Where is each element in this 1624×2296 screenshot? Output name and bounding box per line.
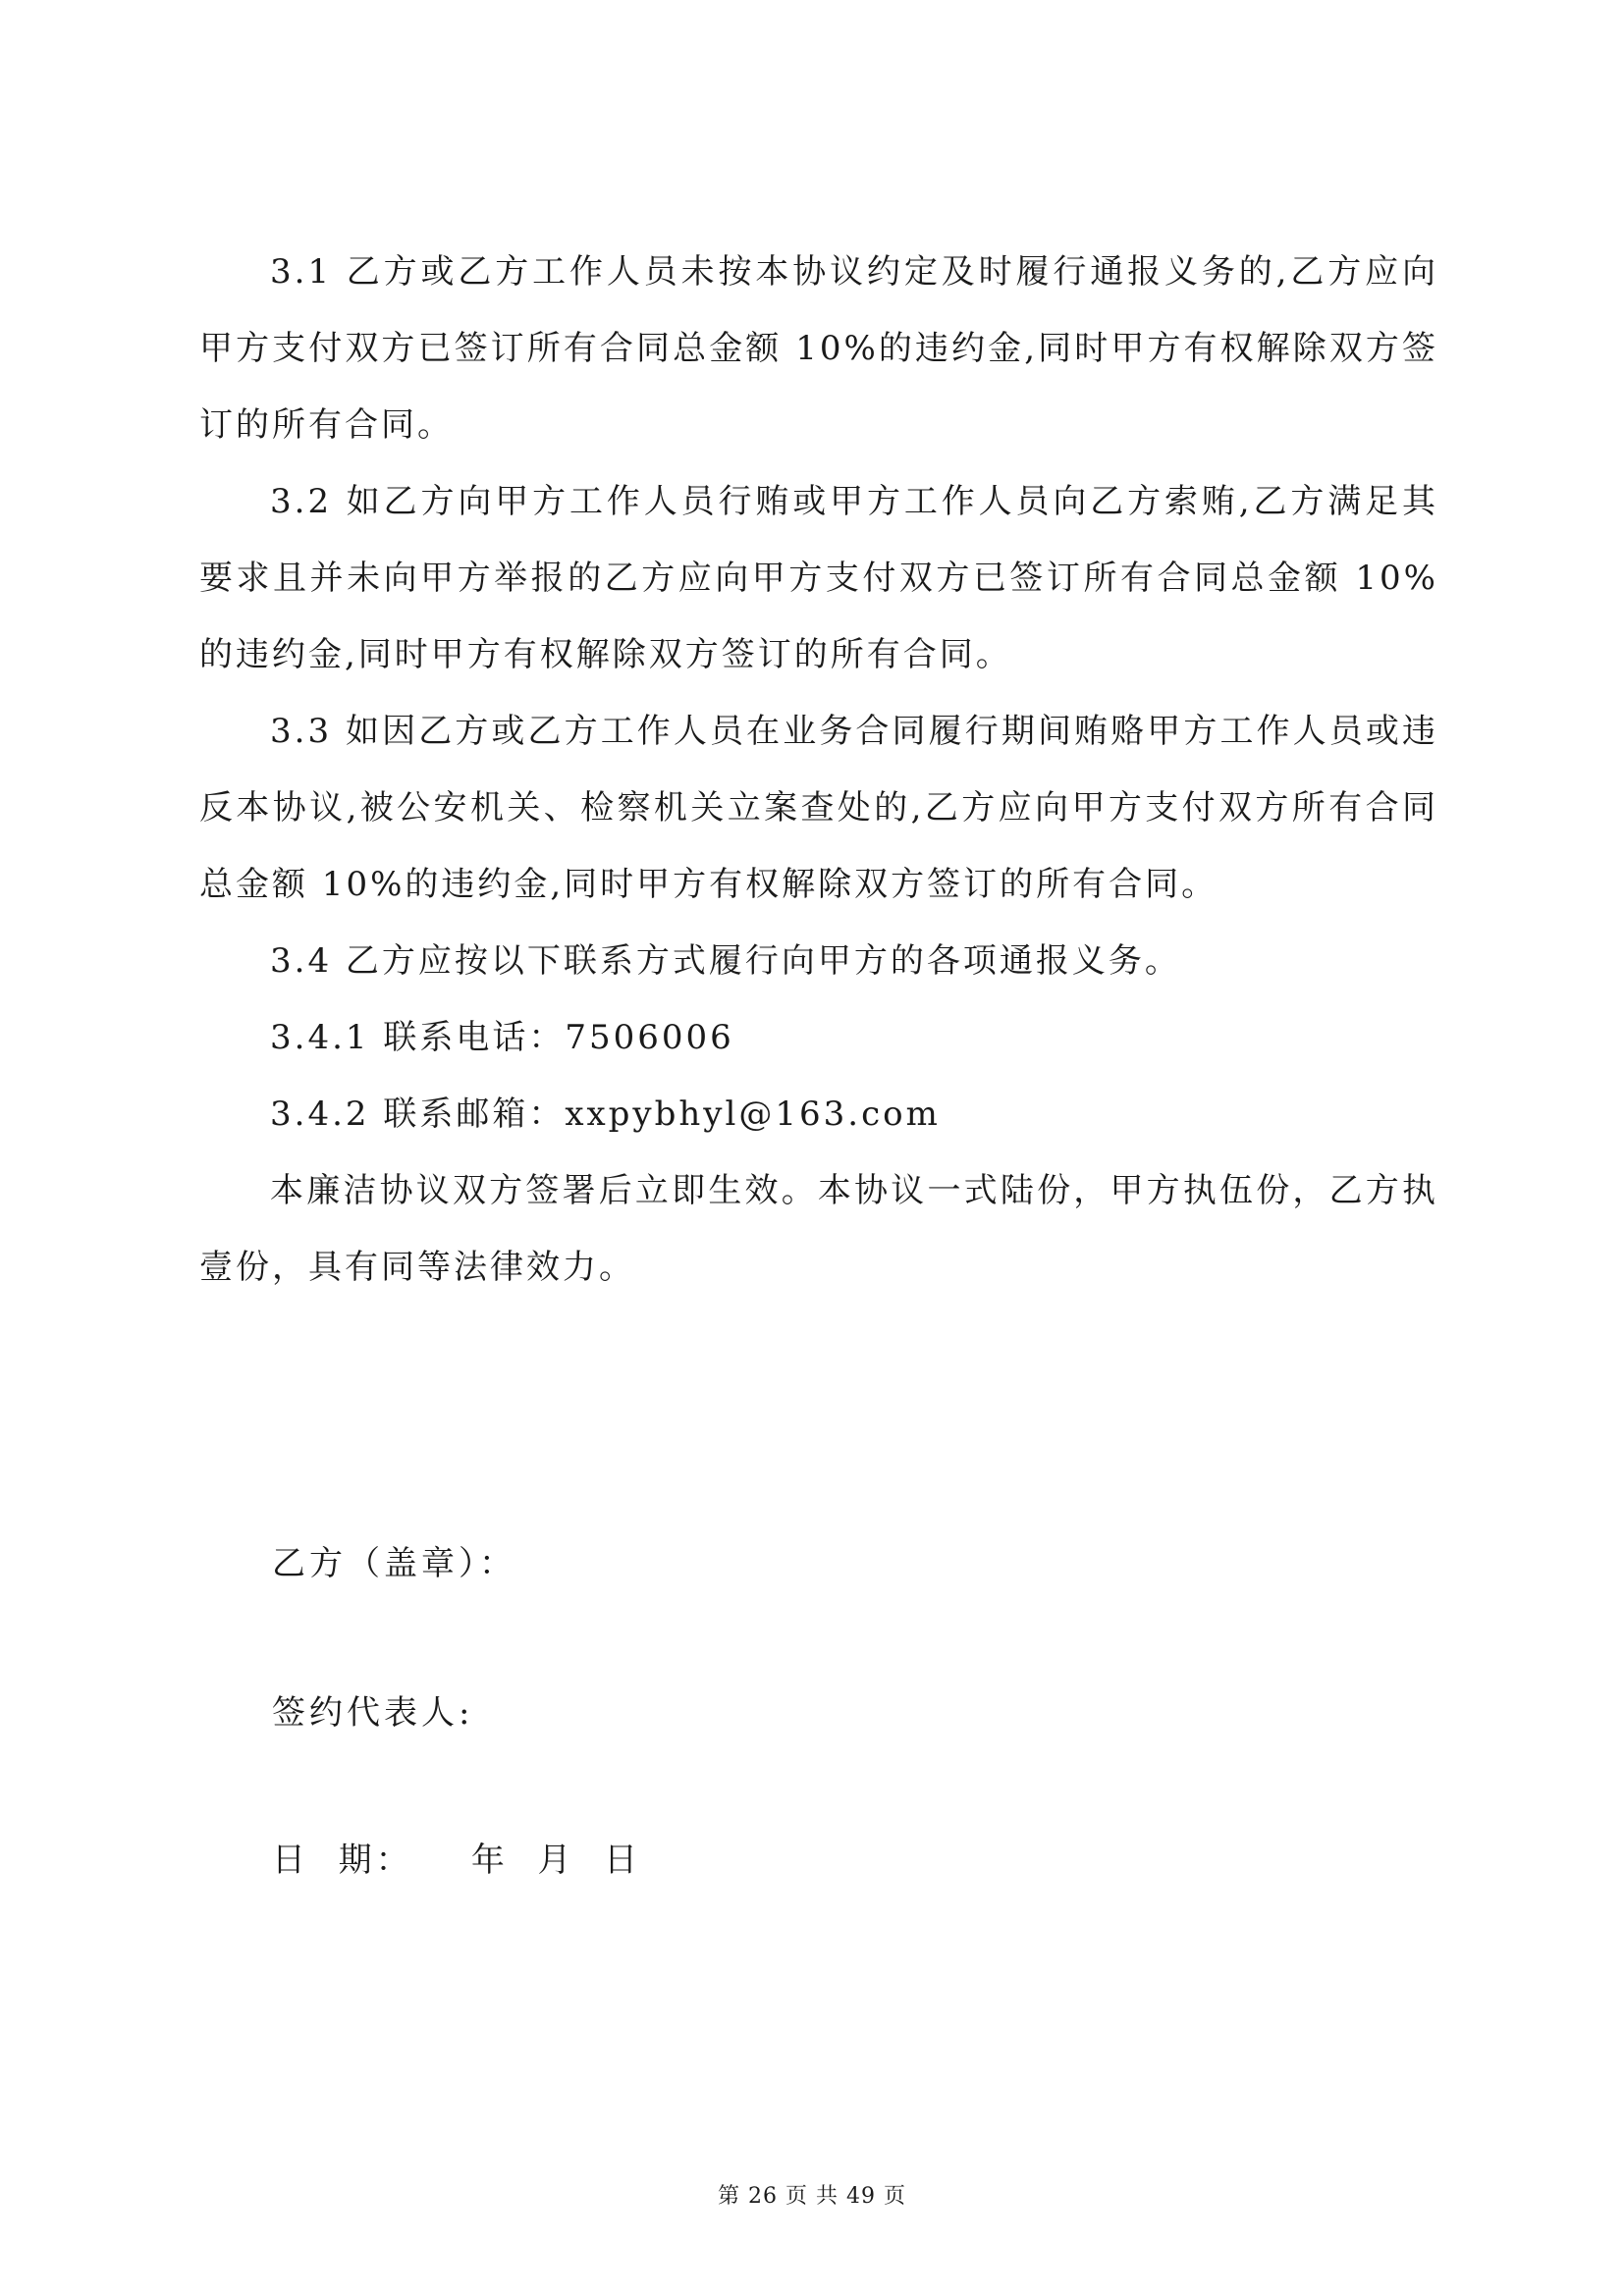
date-label: 日 期： 年 月 日 [272, 1841, 642, 1880]
clause-3-1: 3.1 乙方或乙方工作人员未按本协议约定及时履行通报义务的,乙方应向甲方支付双方已签订所有合同总金额 10%的违约金,同时甲方有权解除双方签订的所有合同。 [199, 252, 1438, 445]
clause-3-3: 3.3 如因乙方或乙方工作人员在业务合同履行期间贿赂甲方工作人员或违反本协议,被公安机关、检察机关立案查处的,乙方应向甲方支付双方所有合同总金额 10%的违约金,同时甲方有权解除双方签订的所有合同。 [199, 712, 1438, 904]
clause-3-4-2-email: 3.4.2 联系邮箱：xxpybhyl@163.com [270, 1095, 941, 1134]
effectiveness-clause: 本廉洁协议双方签署后立即生效。本协议一式陆份，甲方执伍份，乙方执壹份，具有同等法律效力。 [199, 1171, 1438, 1287]
clause-3-2: 3.2 如乙方向甲方工作人员行贿或甲方工作人员向乙方索贿,乙方满足其要求且并未向甲方举报的乙方应向甲方支付双方已签订所有合同总金额 10%的违约金,同时甲方有权解除双方签订的所有合同。 [199, 482, 1438, 674]
party-b-stamp-label: 乙方（盖章）： [272, 1544, 516, 1583]
signing-representative-label: 签约代表人: [272, 1693, 474, 1733]
page-number-footer: 第 26 页 共 49 页 [718, 2184, 906, 2209]
clause-3-4-1-phone: 3.4.1 联系电话：7506006 [270, 1018, 734, 1057]
document-body [199, 234, 1438, 1306]
clause-3-4: 3.4 乙方应按以下联系方式履行向甲方的各项通报义务。 [270, 941, 1181, 981]
